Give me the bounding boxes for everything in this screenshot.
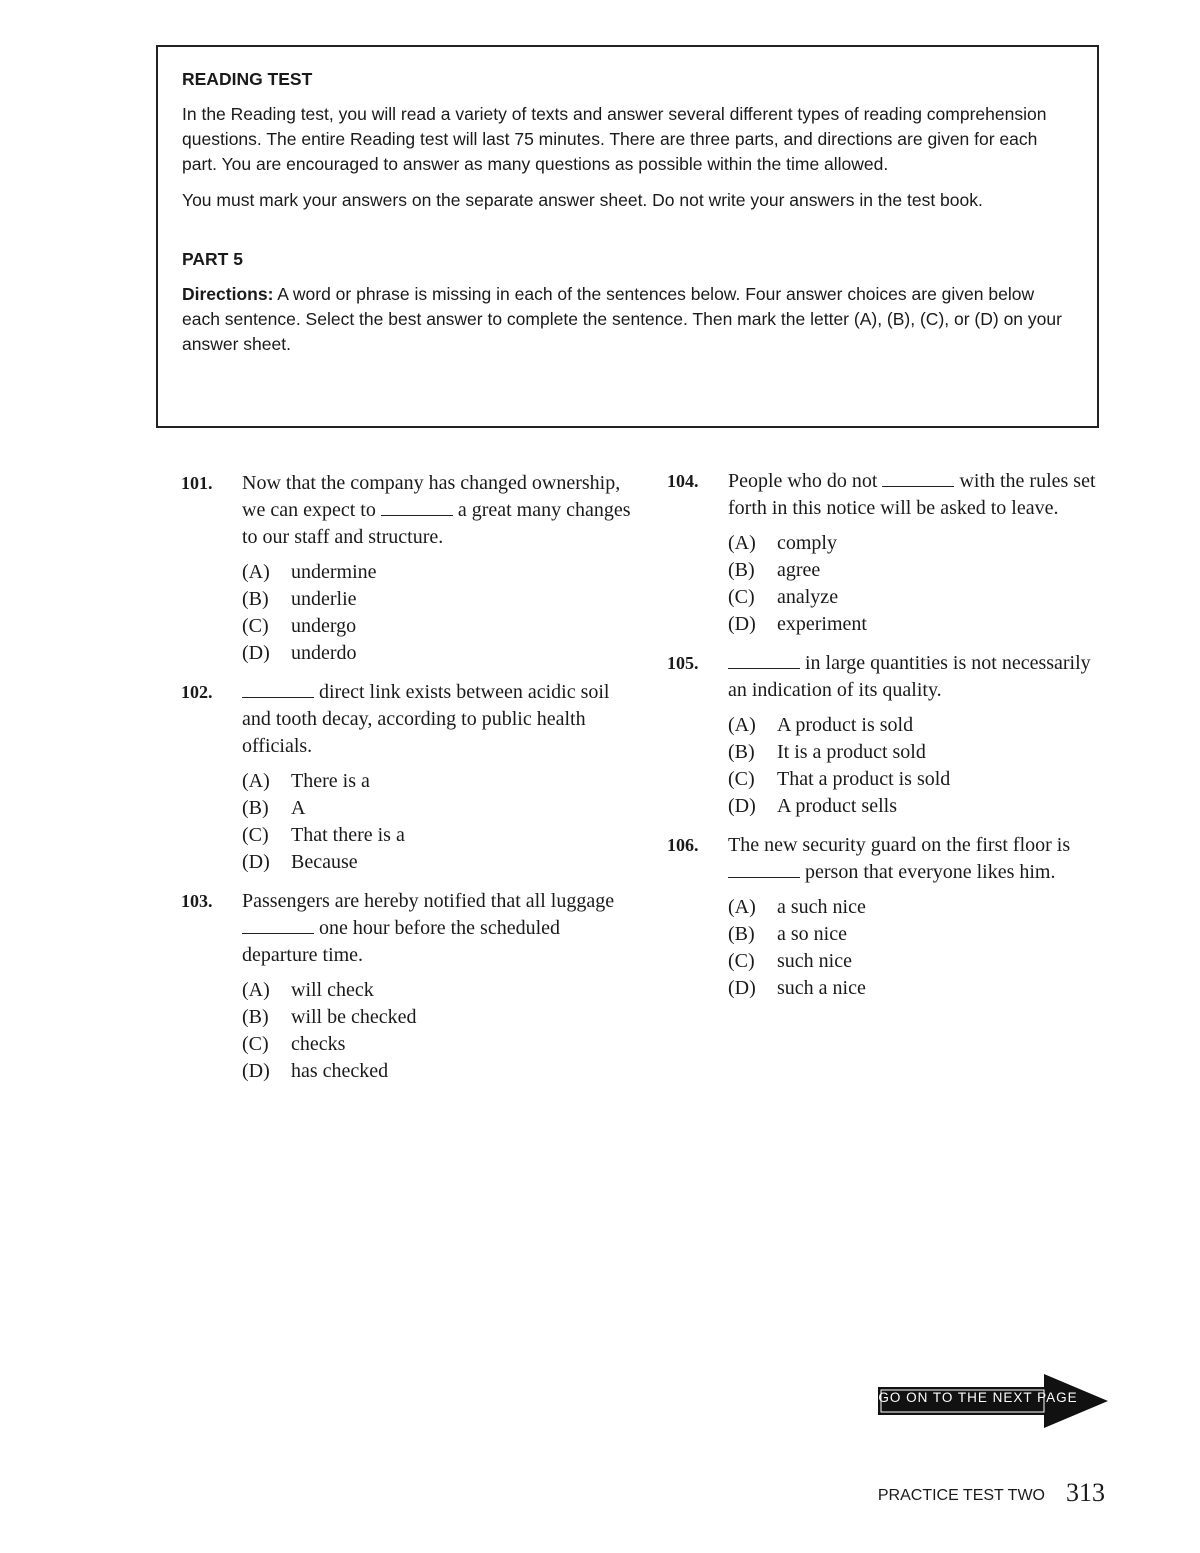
question-stem: Now that the company has changed ownership, we can expect to a great many changes to our staff and structure.	[242, 472, 631, 548]
page-number: 313	[1066, 1478, 1105, 1507]
directions-text: A word or phrase is missing in each of the sentences below. Four answer choices are given below each sentence. Select the best answer to complete the sentence. Then mark the letter (A), (B), (C), or (D) on your answer sheet.	[182, 284, 1062, 354]
answer-choice	[728, 975, 1097, 1002]
next-page-arrow	[878, 1374, 1108, 1428]
choice-letter: (C)	[242, 615, 269, 637]
choice-letter: (A)	[728, 896, 756, 918]
choice-text: A	[291, 797, 306, 819]
choice-letter: (D)	[242, 1060, 270, 1082]
answer-choice	[242, 1031, 631, 1058]
choice-text: experiment	[777, 613, 867, 635]
choice-text: analyze	[777, 586, 839, 608]
choice-text: a so nice	[777, 923, 847, 945]
choice-letter: (A)	[242, 561, 270, 583]
choice-text: agree	[777, 559, 821, 581]
questions-left-column	[181, 470, 631, 1097]
part-heading: PART 5	[182, 249, 243, 269]
question-102	[181, 679, 631, 876]
choice-letter: (C)	[242, 824, 269, 846]
choice-letter: (A)	[728, 714, 756, 736]
question-number: 104.	[667, 471, 699, 491]
choice-text: a such nice	[777, 896, 866, 918]
answer-blank	[728, 861, 800, 878]
answer-choice	[242, 977, 631, 1004]
answer-choice	[728, 921, 1097, 948]
choice-text: There is a	[291, 770, 370, 792]
answer-blank	[242, 681, 314, 698]
answer-choice	[728, 611, 1097, 638]
question-stem: in large quantities is not necessarily an indication of its quality.	[728, 652, 1091, 701]
question-stem: Passengers are hereby notified that all luggage one hour before the scheduled departure time.	[242, 890, 615, 966]
question-stem: People who do not with the rules set forth in this notice will be asked to leave.	[728, 470, 1096, 519]
choice-letter: (A)	[242, 979, 270, 1001]
answer-choice	[242, 586, 631, 613]
footer-label: PRACTICE TEST TWO	[877, 1487, 1045, 1504]
answer-blank	[728, 652, 800, 669]
directions	[182, 282, 1073, 357]
choice-letter: (D)	[242, 851, 270, 873]
answer-blank	[242, 917, 314, 934]
choice-letter: (B)	[728, 923, 755, 945]
question-number: 102.	[181, 682, 213, 702]
choice-letter: (A)	[728, 532, 756, 554]
choice-text: That there is a	[291, 824, 405, 846]
question-number: 106.	[667, 835, 699, 855]
answer-choice	[728, 584, 1097, 611]
question-105	[667, 650, 1097, 820]
answer-choice	[242, 822, 631, 849]
choice-letter: (B)	[242, 588, 269, 610]
answer-choice	[728, 557, 1097, 584]
answer-blank	[882, 470, 954, 487]
choice-letter: (B)	[728, 741, 755, 763]
answer-choice	[242, 613, 631, 640]
answer-choice	[728, 766, 1097, 793]
choice-text: will check	[291, 979, 374, 1001]
choice-letter: (C)	[242, 1033, 269, 1055]
question-number: 105.	[667, 653, 699, 673]
answer-blank	[381, 499, 453, 516]
choice-text: such a nice	[777, 977, 866, 999]
choice-text: underlie	[291, 588, 357, 610]
choice-letter: (C)	[728, 586, 755, 608]
choice-letter: (D)	[728, 613, 756, 635]
choice-letter: (D)	[728, 977, 756, 999]
question-103	[181, 888, 631, 1085]
choice-letter: (D)	[242, 642, 270, 664]
question-stem: direct link exists between acidic soil and tooth decay, according to public health officials.	[242, 681, 610, 757]
choice-text: such nice	[777, 950, 852, 972]
answer-choice	[242, 768, 631, 795]
choice-text: comply	[777, 532, 837, 554]
instructions-box	[156, 45, 1099, 428]
answer-choice	[242, 1058, 631, 1085]
choice-text: It is a product sold	[777, 741, 926, 763]
answer-choice	[728, 793, 1097, 820]
question-106	[667, 832, 1097, 1002]
choice-text: underdo	[291, 642, 357, 664]
choice-letter: (C)	[728, 950, 755, 972]
answer-choice	[242, 640, 631, 667]
choice-text: will be checked	[291, 1006, 417, 1028]
answer-choice	[242, 795, 631, 822]
question-104	[667, 468, 1097, 638]
answer-choice	[728, 712, 1097, 739]
question-number: 103.	[181, 891, 213, 911]
answer-choice	[728, 948, 1097, 975]
answer-choice	[242, 559, 631, 586]
choice-text: A product is sold	[777, 714, 914, 736]
next-page-label: GO ON TO THE NEXT PAGE	[878, 1390, 1078, 1405]
answer-choice	[242, 1004, 631, 1031]
question-101	[181, 470, 631, 667]
choice-letter: (B)	[728, 559, 755, 581]
question-number: 101.	[181, 473, 213, 493]
choice-text: That a product is sold	[777, 768, 951, 790]
choice-letter: (C)	[728, 768, 755, 790]
choice-text: checks	[291, 1033, 346, 1055]
instructions-paragraph: In the Reading test, you will read a variety of texts and answer several different types of reading comprehension questions. The entire Reading test will last 75 minutes. There are three parts, and directions are given for each part. You are encouraged to answer as many questions as possible within the time allowed.	[182, 104, 1047, 174]
answer-choice	[728, 530, 1097, 557]
choice-letter: (B)	[242, 797, 269, 819]
choice-letter: (D)	[728, 795, 756, 817]
answer-choice	[728, 894, 1097, 921]
choice-text: A product sells	[777, 795, 897, 817]
answer-choice	[242, 849, 631, 876]
reading-test-heading: READING TEST	[182, 69, 313, 89]
questions-right-column	[667, 468, 1097, 1014]
directions-label: Directions:	[182, 284, 274, 304]
choice-text: undermine	[291, 561, 377, 583]
answer-choice	[728, 739, 1097, 766]
choice-text: undergo	[291, 615, 357, 637]
answer-sheet-note: You must mark your answers on the separate answer sheet. Do not write your answers in the test book.	[182, 190, 983, 210]
choice-letter: (A)	[242, 770, 270, 792]
question-stem: The new security guard on the first floor is person that everyone likes him.	[728, 834, 1071, 883]
choice-text: has checked	[291, 1060, 389, 1082]
choice-letter: (B)	[242, 1006, 269, 1028]
choice-text: Because	[291, 851, 358, 873]
